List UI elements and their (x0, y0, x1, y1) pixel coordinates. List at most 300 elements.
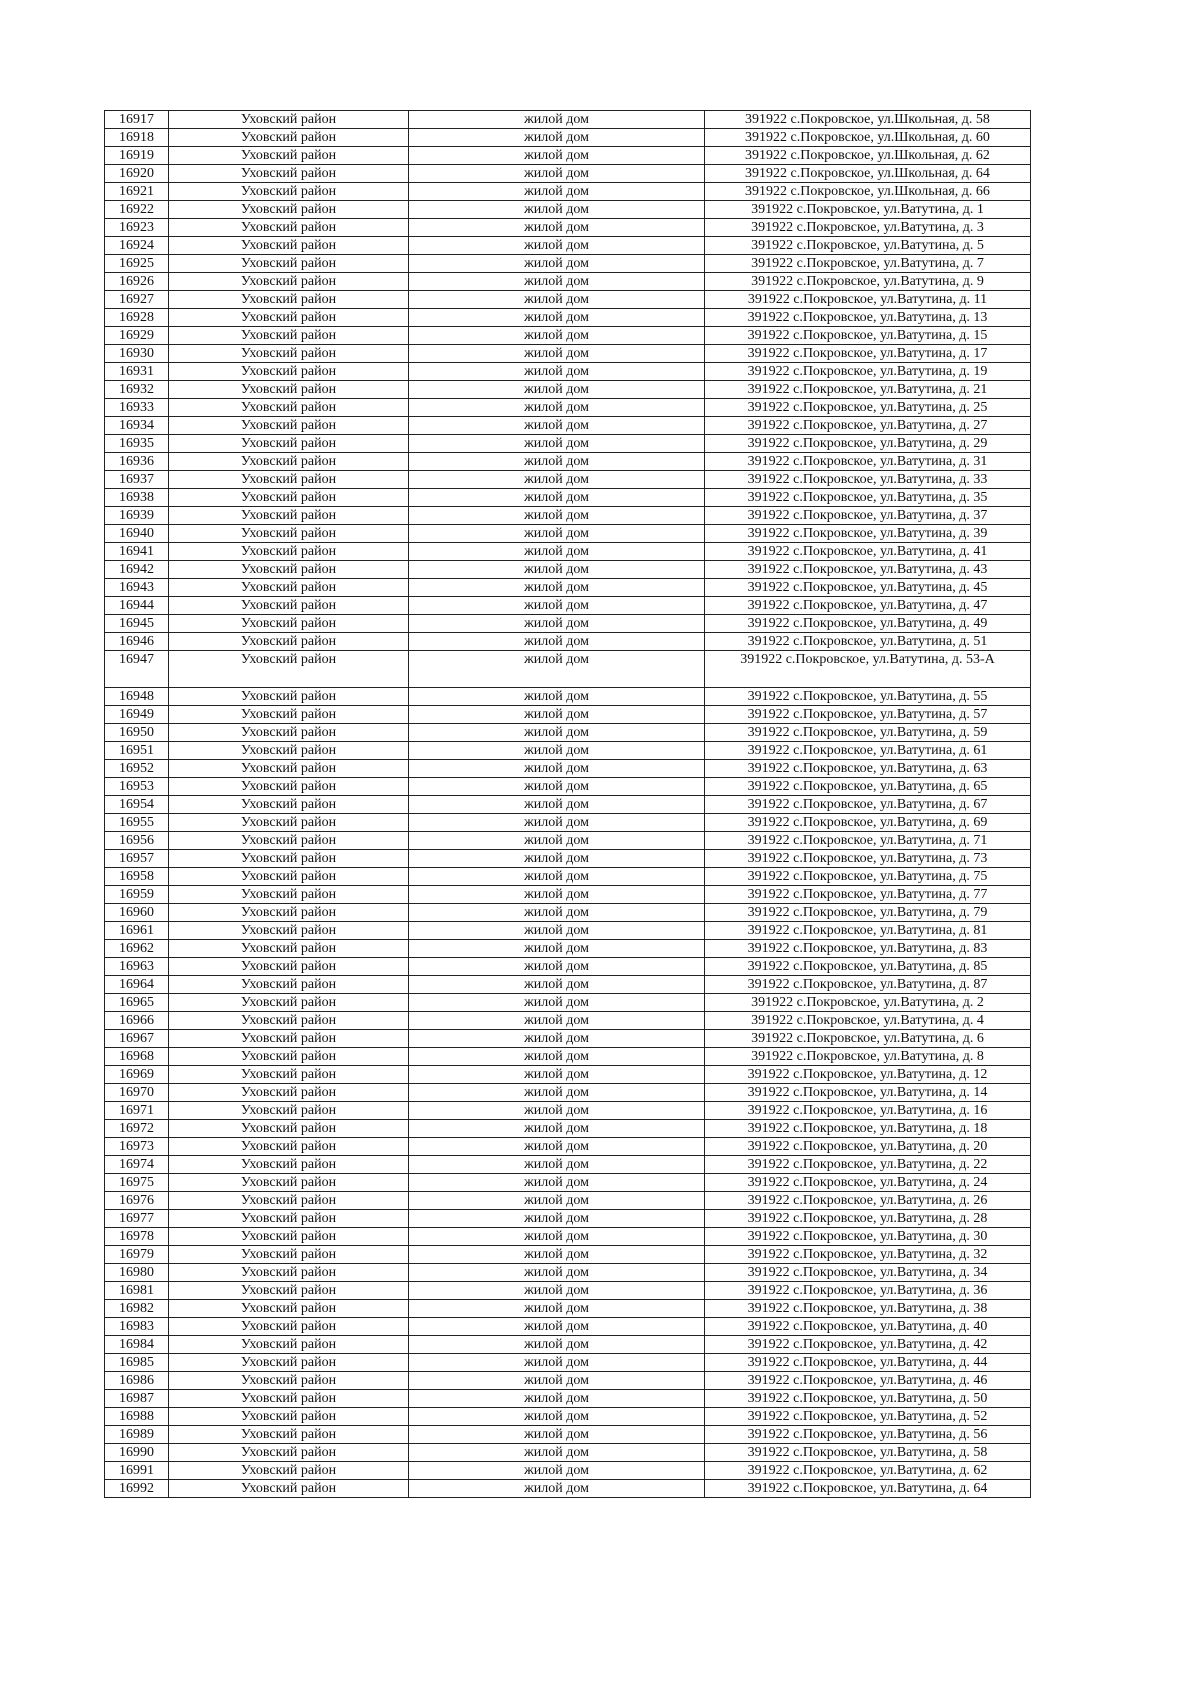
district-cell: Уховский район (169, 688, 409, 706)
object-type-cell: жилой дом (409, 1300, 705, 1318)
address-cell: 391922 с.Покровское, ул.Ватутина, д. 77 (705, 886, 1031, 904)
object-type-cell: жилой дом (409, 1174, 705, 1192)
object-type-cell: жилой дом (409, 1426, 705, 1444)
row-number-cell: 16928 (105, 309, 169, 327)
district-cell: Уховский район (169, 1012, 409, 1030)
address-cell: 391922 с.Покровское, ул.Ватутина, д. 12 (705, 1066, 1031, 1084)
table-row (105, 633, 1031, 651)
object-type-cell: жилой дом (409, 1318, 705, 1336)
row-number-cell: 16917 (105, 111, 169, 129)
object-type-cell: жилой дом (409, 868, 705, 886)
row-number-cell: 16945 (105, 615, 169, 633)
row-number-cell: 16976 (105, 1192, 169, 1210)
table-row (105, 1228, 1031, 1246)
district-cell: Уховский район (169, 453, 409, 471)
row-number-cell: 16929 (105, 327, 169, 345)
address-cell: 391922 с.Покровское, ул.Ватутина, д. 22 (705, 1156, 1031, 1174)
district-cell: Уховский район (169, 507, 409, 525)
district-cell: Уховский район (169, 850, 409, 868)
object-type-cell: жилой дом (409, 435, 705, 453)
address-cell: 391922 с.Покровское, ул.Ватутина, д. 21 (705, 381, 1031, 399)
row-number-cell: 16973 (105, 1138, 169, 1156)
address-cell: 391922 с.Покровское, ул.Ватутина, д. 25 (705, 399, 1031, 417)
address-cell: 391922 с.Покровское, ул.Ватутина, д. 57 (705, 706, 1031, 724)
address-cell: 391922 с.Покровское, ул.Ватутина, д. 87 (705, 976, 1031, 994)
row-number-cell: 16965 (105, 994, 169, 1012)
object-type-cell: жилой дом (409, 399, 705, 417)
address-cell: 391922 с.Покровское, ул.Ватутина, д. 17 (705, 345, 1031, 363)
row-number-cell: 16947 (105, 651, 169, 688)
district-cell: Уховский район (169, 543, 409, 561)
row-number-cell: 16926 (105, 273, 169, 291)
table-row (105, 291, 1031, 309)
table-row (105, 255, 1031, 273)
district-cell: Уховский район (169, 886, 409, 904)
district-cell: Уховский район (169, 561, 409, 579)
row-number-cell: 16974 (105, 1156, 169, 1174)
object-type-cell: жилой дом (409, 796, 705, 814)
address-cell: 391922 с.Покровское, ул.Ватутина, д. 71 (705, 832, 1031, 850)
address-cell: 391922 с.Покровское, ул.Ватутина, д. 52 (705, 1408, 1031, 1426)
table-row (105, 597, 1031, 615)
district-cell: Уховский район (169, 1048, 409, 1066)
object-type-cell: жилой дом (409, 994, 705, 1012)
row-number-cell: 16969 (105, 1066, 169, 1084)
row-number-cell: 16985 (105, 1354, 169, 1372)
address-cell: 391922 с.Покровское, ул.Ватутина, д. 58 (705, 1444, 1031, 1462)
address-cell: 391922 с.Покровское, ул.Ватутина, д. 27 (705, 417, 1031, 435)
table-row (105, 345, 1031, 363)
row-number-cell: 16953 (105, 778, 169, 796)
address-cell: 391922 с.Покровское, ул.Ватутина, д. 18 (705, 1120, 1031, 1138)
table-row (105, 183, 1031, 201)
row-number-cell: 16979 (105, 1246, 169, 1264)
address-cell: 391922 с.Покровское, ул.Ватутина, д. 30 (705, 1228, 1031, 1246)
table-row (105, 814, 1031, 832)
table-row (105, 1048, 1031, 1066)
table-row (105, 778, 1031, 796)
table-row (105, 525, 1031, 543)
row-number-cell: 16967 (105, 1030, 169, 1048)
table-row (105, 1408, 1031, 1426)
row-number-cell: 16970 (105, 1084, 169, 1102)
table-row (105, 219, 1031, 237)
row-number-cell: 16961 (105, 922, 169, 940)
object-type-cell: жилой дом (409, 688, 705, 706)
object-type-cell: жилой дом (409, 1030, 705, 1048)
table-row (105, 904, 1031, 922)
district-cell: Уховский район (169, 796, 409, 814)
district-cell: Уховский район (169, 1228, 409, 1246)
object-type-cell: жилой дом (409, 850, 705, 868)
table-row (105, 381, 1031, 399)
address-cell: 391922 с.Покровское, ул.Ватутина, д. 37 (705, 507, 1031, 525)
district-cell: Уховский район (169, 1390, 409, 1408)
table-row (105, 1426, 1031, 1444)
object-type-cell: жилой дом (409, 1264, 705, 1282)
district-cell: Уховский район (169, 1192, 409, 1210)
object-type-cell: жилой дом (409, 1444, 705, 1462)
table-row (105, 561, 1031, 579)
row-number-cell: 16935 (105, 435, 169, 453)
address-cell: 391922 с.Покровское, ул.Ватутина, д. 38 (705, 1300, 1031, 1318)
table-row (105, 201, 1031, 219)
object-type-cell: жилой дом (409, 886, 705, 904)
row-number-cell: 16941 (105, 543, 169, 561)
address-cell: 391922 с.Покровское, ул.Школьная, д. 64 (705, 165, 1031, 183)
district-cell: Уховский район (169, 814, 409, 832)
row-number-cell: 16956 (105, 832, 169, 850)
address-cell: 391922 с.Покровское, ул.Ватутина, д. 61 (705, 742, 1031, 760)
table-row (105, 1246, 1031, 1264)
object-type-cell: жилой дом (409, 165, 705, 183)
table-row (105, 796, 1031, 814)
registry-table (104, 110, 1031, 1498)
table-row (105, 1210, 1031, 1228)
object-type-cell: жилой дом (409, 129, 705, 147)
row-number-cell: 16963 (105, 958, 169, 976)
table-row (105, 1372, 1031, 1390)
table-row (105, 147, 1031, 165)
row-number-cell: 16952 (105, 760, 169, 778)
address-cell: 391922 с.Покровское, ул.Ватутина, д. 36 (705, 1282, 1031, 1300)
address-cell: 391922 с.Покровское, ул.Ватутина, д. 53-А (705, 651, 1031, 688)
row-number-cell: 16950 (105, 724, 169, 742)
object-type-cell: жилой дом (409, 363, 705, 381)
address-cell: 391922 с.Покровское, ул.Ватутина, д. 44 (705, 1354, 1031, 1372)
address-cell: 391922 с.Покровское, ул.Ватутина, д. 55 (705, 688, 1031, 706)
district-cell: Уховский район (169, 1318, 409, 1336)
table-row (105, 940, 1031, 958)
table-row (105, 327, 1031, 345)
district-cell: Уховский район (169, 1408, 409, 1426)
object-type-cell: жилой дом (409, 940, 705, 958)
district-cell: Уховский район (169, 922, 409, 940)
district-cell: Уховский район (169, 579, 409, 597)
address-cell: 391922 с.Покровское, ул.Ватутина, д. 8 (705, 1048, 1031, 1066)
object-type-cell: жилой дом (409, 706, 705, 724)
table-row (105, 165, 1031, 183)
address-cell: 391922 с.Покровское, ул.Ватутина, д. 65 (705, 778, 1031, 796)
table-row (105, 1174, 1031, 1192)
object-type-cell: жилой дом (409, 615, 705, 633)
object-type-cell: жилой дом (409, 345, 705, 363)
object-type-cell: жилой дом (409, 525, 705, 543)
row-number-cell: 16992 (105, 1480, 169, 1498)
district-cell: Уховский район (169, 958, 409, 976)
address-cell: 391922 с.Покровское, ул.Ватутина, д. 49 (705, 615, 1031, 633)
address-cell: 391922 с.Покровское, ул.Ватутина, д. 6 (705, 1030, 1031, 1048)
district-cell: Уховский район (169, 1462, 409, 1480)
row-number-cell: 16984 (105, 1336, 169, 1354)
address-cell: 391922 с.Покровское, ул.Ватутина, д. 14 (705, 1084, 1031, 1102)
row-number-cell: 16931 (105, 363, 169, 381)
address-cell: 391922 с.Покровское, ул.Ватутина, д. 43 (705, 561, 1031, 579)
address-cell: 391922 с.Покровское, ул.Ватутина, д. 39 (705, 525, 1031, 543)
address-cell: 391922 с.Покровское, ул.Ватутина, д. 26 (705, 1192, 1031, 1210)
table-row (105, 363, 1031, 381)
address-cell: 391922 с.Покровское, ул.Ватутина, д. 35 (705, 489, 1031, 507)
table-row (105, 1066, 1031, 1084)
object-type-cell: жилой дом (409, 471, 705, 489)
district-cell: Уховский район (169, 417, 409, 435)
object-type-cell: жилой дом (409, 1120, 705, 1138)
address-cell: 391922 с.Покровское, ул.Ватутина, д. 73 (705, 850, 1031, 868)
row-number-cell: 16962 (105, 940, 169, 958)
address-cell: 391922 с.Покровское, ул.Ватутина, д. 64 (705, 1480, 1031, 1498)
table-row (105, 1390, 1031, 1408)
address-cell: 391922 с.Покровское, ул.Ватутина, д. 50 (705, 1390, 1031, 1408)
row-number-cell: 16922 (105, 201, 169, 219)
table-row (105, 1336, 1031, 1354)
object-type-cell: жилой дом (409, 147, 705, 165)
address-cell: 391922 с.Покровское, ул.Ватутина, д. 46 (705, 1372, 1031, 1390)
table-row (105, 886, 1031, 904)
object-type-cell: жилой дом (409, 255, 705, 273)
address-cell: 391922 с.Покровское, ул.Ватутина, д. 13 (705, 309, 1031, 327)
address-cell: 391922 с.Покровское, ул.Ватутина, д. 33 (705, 471, 1031, 489)
district-cell: Уховский район (169, 471, 409, 489)
district-cell: Уховский район (169, 363, 409, 381)
table-row (105, 471, 1031, 489)
table-row (105, 1192, 1031, 1210)
table-row (105, 724, 1031, 742)
district-cell: Уховский район (169, 399, 409, 417)
row-number-cell: 16960 (105, 904, 169, 922)
object-type-cell: жилой дом (409, 1102, 705, 1120)
district-cell: Уховский район (169, 1138, 409, 1156)
table-row (105, 489, 1031, 507)
address-cell: 391922 с.Покровское, ул.Ватутина, д. 24 (705, 1174, 1031, 1192)
row-number-cell: 16934 (105, 417, 169, 435)
object-type-cell: жилой дом (409, 219, 705, 237)
row-number-cell: 16942 (105, 561, 169, 579)
row-number-cell: 16951 (105, 742, 169, 760)
object-type-cell: жилой дом (409, 201, 705, 219)
row-number-cell: 16921 (105, 183, 169, 201)
district-cell: Уховский район (169, 597, 409, 615)
address-cell: 391922 с.Покровское, ул.Ватутина, д. 5 (705, 237, 1031, 255)
row-number-cell: 16977 (105, 1210, 169, 1228)
table-row (105, 868, 1031, 886)
object-type-cell: жилой дом (409, 579, 705, 597)
district-cell: Уховский район (169, 994, 409, 1012)
row-number-cell: 16924 (105, 237, 169, 255)
table-row (105, 976, 1031, 994)
object-type-cell: жилой дом (409, 633, 705, 651)
table-row (105, 1354, 1031, 1372)
row-number-cell: 16946 (105, 633, 169, 651)
district-cell: Уховский район (169, 183, 409, 201)
table-row (105, 1282, 1031, 1300)
table-row (105, 417, 1031, 435)
object-type-cell: жилой дом (409, 381, 705, 399)
row-number-cell: 16944 (105, 597, 169, 615)
object-type-cell: жилой дом (409, 1066, 705, 1084)
district-cell: Уховский район (169, 1426, 409, 1444)
address-cell: 391922 с.Покровское, ул.Ватутина, д. 85 (705, 958, 1031, 976)
address-cell: 391922 с.Покровское, ул.Ватутина, д. 56 (705, 1426, 1031, 1444)
district-cell: Уховский район (169, 1210, 409, 1228)
object-type-cell: жилой дом (409, 327, 705, 345)
table-row (105, 688, 1031, 706)
address-cell: 391922 с.Покровское, ул.Ватутина, д. 9 (705, 273, 1031, 291)
row-number-cell: 16988 (105, 1408, 169, 1426)
object-type-cell: жилой дом (409, 651, 705, 688)
row-number-cell: 16959 (105, 886, 169, 904)
district-cell: Уховский район (169, 1354, 409, 1372)
object-type-cell: жилой дом (409, 976, 705, 994)
district-cell: Уховский район (169, 742, 409, 760)
table-row (105, 1102, 1031, 1120)
table-row (105, 579, 1031, 597)
row-number-cell: 16938 (105, 489, 169, 507)
table-row (105, 922, 1031, 940)
row-number-cell: 16937 (105, 471, 169, 489)
table-row (105, 760, 1031, 778)
district-cell: Уховский район (169, 1300, 409, 1318)
district-cell: Уховский район (169, 1174, 409, 1192)
object-type-cell: жилой дом (409, 1372, 705, 1390)
object-type-cell: жилой дом (409, 958, 705, 976)
district-cell: Уховский район (169, 832, 409, 850)
object-type-cell: жилой дом (409, 291, 705, 309)
address-cell: 391922 с.Покровское, ул.Ватутина, д. 34 (705, 1264, 1031, 1282)
district-cell: Уховский район (169, 615, 409, 633)
row-number-cell: 16927 (105, 291, 169, 309)
object-type-cell: жилой дом (409, 507, 705, 525)
row-number-cell: 16987 (105, 1390, 169, 1408)
table-row (105, 1030, 1031, 1048)
district-cell: Уховский район (169, 1336, 409, 1354)
row-number-cell: 16949 (105, 706, 169, 724)
table-row (105, 309, 1031, 327)
row-number-cell: 16971 (105, 1102, 169, 1120)
table-row (105, 1156, 1031, 1174)
object-type-cell: жилой дом (409, 1192, 705, 1210)
district-cell: Уховский район (169, 976, 409, 994)
row-number-cell: 16955 (105, 814, 169, 832)
address-cell: 391922 с.Покровское, ул.Ватутина, д. 59 (705, 724, 1031, 742)
district-cell: Уховский район (169, 1264, 409, 1282)
address-cell: 391922 с.Покровское, ул.Ватутина, д. 1 (705, 201, 1031, 219)
district-cell: Уховский район (169, 489, 409, 507)
district-cell: Уховский район (169, 1156, 409, 1174)
table-row (105, 742, 1031, 760)
table-row (105, 543, 1031, 561)
district-cell: Уховский район (169, 201, 409, 219)
district-cell: Уховский район (169, 706, 409, 724)
district-cell: Уховский район (169, 255, 409, 273)
row-number-cell: 16948 (105, 688, 169, 706)
table-row (105, 651, 1031, 688)
object-type-cell: жилой дом (409, 237, 705, 255)
address-cell: 391922 с.Покровское, ул.Ватутина, д. 16 (705, 1102, 1031, 1120)
address-cell: 391922 с.Покровское, ул.Ватутина, д. 4 (705, 1012, 1031, 1030)
object-type-cell: жилой дом (409, 309, 705, 327)
district-cell: Уховский район (169, 1084, 409, 1102)
object-type-cell: жилой дом (409, 1048, 705, 1066)
row-number-cell: 16980 (105, 1264, 169, 1282)
district-cell: Уховский район (169, 760, 409, 778)
address-cell: 391922 с.Покровское, ул.Ватутина, д. 15 (705, 327, 1031, 345)
object-type-cell: жилой дом (409, 453, 705, 471)
row-number-cell: 16958 (105, 868, 169, 886)
district-cell: Уховский район (169, 147, 409, 165)
object-type-cell: жилой дом (409, 561, 705, 579)
row-number-cell: 16983 (105, 1318, 169, 1336)
address-cell: 391922 с.Покровское, ул.Ватутина, д. 83 (705, 940, 1031, 958)
object-type-cell: жилой дом (409, 111, 705, 129)
district-cell: Уховский район (169, 309, 409, 327)
table-row (105, 994, 1031, 1012)
address-cell: 391922 с.Покровское, ул.Ватутина, д. 81 (705, 922, 1031, 940)
object-type-cell: жилой дом (409, 1336, 705, 1354)
object-type-cell: жилой дом (409, 1228, 705, 1246)
row-number-cell: 16991 (105, 1462, 169, 1480)
object-type-cell: жилой дом (409, 904, 705, 922)
district-cell: Уховский район (169, 525, 409, 543)
row-number-cell: 16957 (105, 850, 169, 868)
district-cell: Уховский район (169, 1480, 409, 1498)
object-type-cell: жилой дом (409, 1138, 705, 1156)
table-row (105, 1012, 1031, 1030)
table-row (105, 1444, 1031, 1462)
table-row (105, 1138, 1031, 1156)
table-row (105, 1462, 1031, 1480)
object-type-cell: жилой дом (409, 489, 705, 507)
district-cell: Уховский район (169, 435, 409, 453)
object-type-cell: жилой дом (409, 814, 705, 832)
address-cell: 391922 с.Покровское, ул.Ватутина, д. 31 (705, 453, 1031, 471)
address-cell: 391922 с.Покровское, ул.Ватутина, д. 20 (705, 1138, 1031, 1156)
table-row (105, 129, 1031, 147)
row-number-cell: 16978 (105, 1228, 169, 1246)
address-cell: 391922 с.Покровское, ул.Ватутина, д. 42 (705, 1336, 1031, 1354)
row-number-cell: 16940 (105, 525, 169, 543)
district-cell: Уховский район (169, 904, 409, 922)
district-cell: Уховский район (169, 327, 409, 345)
address-cell: 391922 с.Покровское, ул.Ватутина, д. 45 (705, 579, 1031, 597)
object-type-cell: жилой дом (409, 1156, 705, 1174)
row-number-cell: 16939 (105, 507, 169, 525)
address-cell: 391922 с.Покровское, ул.Ватутина, д. 11 (705, 291, 1031, 309)
object-type-cell: жилой дом (409, 417, 705, 435)
row-number-cell: 16930 (105, 345, 169, 363)
district-cell: Уховский район (169, 237, 409, 255)
district-cell: Уховский район (169, 724, 409, 742)
row-number-cell: 16919 (105, 147, 169, 165)
table-row (105, 453, 1031, 471)
district-cell: Уховский район (169, 651, 409, 688)
address-cell: 391922 с.Покровское, ул.Ватутина, д. 32 (705, 1246, 1031, 1264)
table-row (105, 615, 1031, 633)
object-type-cell: жилой дом (409, 778, 705, 796)
address-cell: 391922 с.Покровское, ул.Ватутина, д. 67 (705, 796, 1031, 814)
district-cell: Уховский район (169, 778, 409, 796)
address-cell: 391922 с.Покровское, ул.Ватутина, д. 47 (705, 597, 1031, 615)
row-number-cell: 16932 (105, 381, 169, 399)
district-cell: Уховский район (169, 1372, 409, 1390)
district-cell: Уховский район (169, 219, 409, 237)
row-number-cell: 16972 (105, 1120, 169, 1138)
object-type-cell: жилой дом (409, 1354, 705, 1372)
table-row (105, 273, 1031, 291)
address-cell: 391922 с.Покровское, ул.Школьная, д. 60 (705, 129, 1031, 147)
district-cell: Уховский район (169, 111, 409, 129)
object-type-cell: жилой дом (409, 543, 705, 561)
address-cell: 391922 с.Покровское, ул.Ватутина, д. 3 (705, 219, 1031, 237)
